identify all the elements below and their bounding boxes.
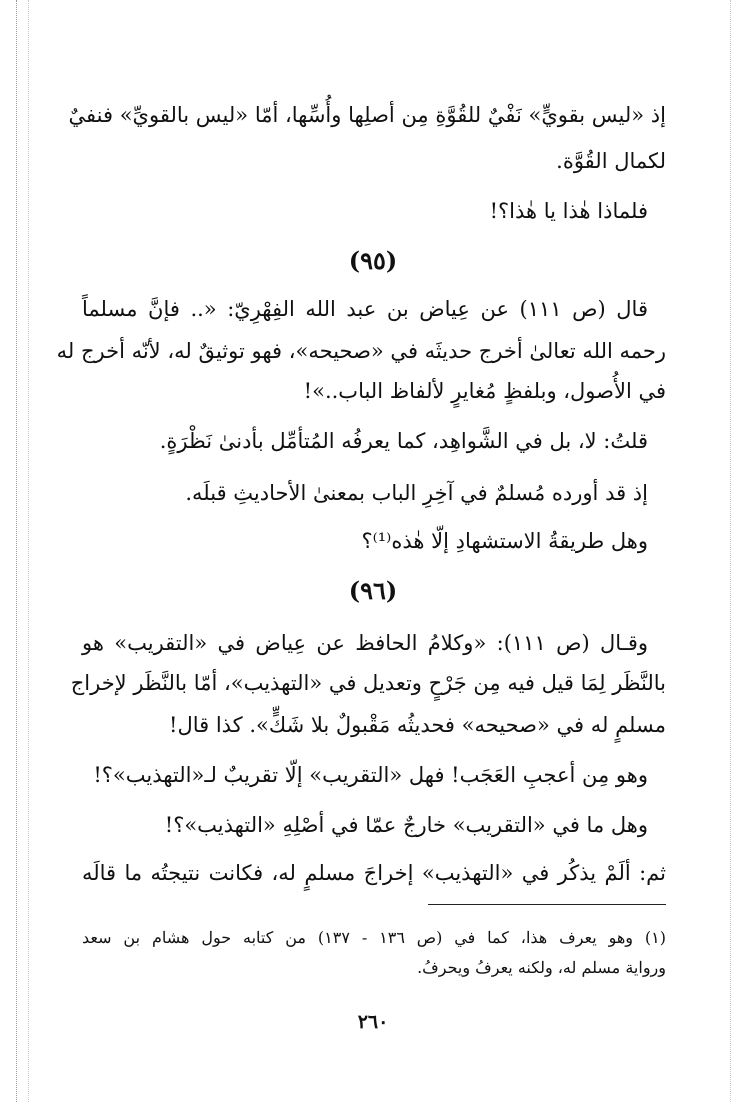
- body-line: في الأُصول، وبلفظٍ مُغايرٍ لألفاظ الباب..»!: [303, 379, 666, 403]
- body-line: مسلمٍ له في «صحيحه» فحديثُه مَقْبولٌ بلا شَكٍّ». كذا قال!: [169, 713, 666, 737]
- scan-edge-mark: [730, 0, 731, 1102]
- body-line: قال (ص ١١١) عن عِياض بن عبد الله الفِهْرِيّ: «.. فإنَّ مسلماً: [82, 297, 648, 321]
- body-line: رحمه الله تعالىٰ أخرج حديثَه في «صحيحه»، فهو توثيقٌ له، لأنّه أخرج له: [56, 339, 666, 363]
- footnote-line: (١) وهو يعرف هذا، كما في (ص ١٣٦ - ١٣٧) من كتابه حول هشام بن سعد: [82, 928, 667, 947]
- body-line: وهل ما في «التقريب» خارجٌ عمّا في أصْلِهِ «التهذيب»؟!: [164, 813, 648, 837]
- scan-edge-mark: [28, 0, 29, 1102]
- body-line: قلتُ: لا، بل في الشَّواهِد، كما يعرفُه المُتأمِّل بأدنىٰ نَظْرَةٍ.: [159, 429, 648, 453]
- body-line: ثم: ألَمْ يذكُر في «التهذيب» إخراجَ مسلمٍ له، فكانت نتيجتُه ما قالَه: [82, 861, 666, 885]
- body-line: وهو مِن أعجبِ العَجَب! فهل «التقريب» إلّا تقريبٌ لـ«التهذيب»؟!: [93, 763, 648, 787]
- footnote-line: ورواية مسلم له، ولكنه يعرفُ ويحرفُ.: [417, 958, 666, 977]
- section-heading: (٩٦): [348, 576, 398, 605]
- body-line: لكمال القُوَّة.: [556, 149, 666, 173]
- body-line: فلماذا هٰذا يا هٰذا؟!: [489, 199, 648, 223]
- body-line: وهل طريقةُ الاستشهادِ إلّا هٰذه⁽¹⁾؟: [361, 529, 648, 553]
- page-number: ٢٦٠: [357, 1011, 389, 1033]
- body-line: بالنَّظَر لِمَا قيل فيه مِن جَرْحٍ وتعديل في «التهذيب»، أمّا بالنَّظَر لإخراج: [70, 671, 666, 695]
- scan-edge-mark: [16, 0, 17, 1102]
- footnote-divider: [428, 904, 666, 905]
- body-line: وقـال (ص ١١١): «وكلامُ الحافظ عن عِياض في «التقريب» هو: [82, 631, 649, 655]
- body-line: إذ قد أورده مُسلمٌ في آخِرِ الباب بمعنىٰ الأحاديثِ قبلَه.: [185, 481, 648, 505]
- section-heading: (٩٥): [348, 246, 398, 275]
- body-line: إذ «ليس بقويٍّ» نَفْيٌ للقُوَّةِ مِن أصلِها وأُسِّها، أمّا «ليس بالقويِّ» فنفيٌ: [68, 103, 666, 127]
